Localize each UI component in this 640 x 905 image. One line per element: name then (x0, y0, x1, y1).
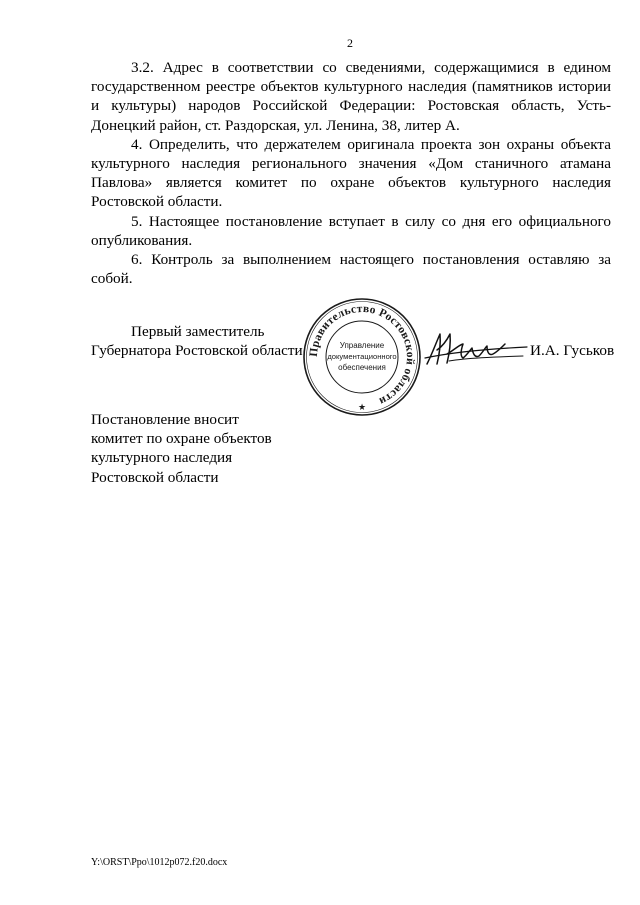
seal-inner-line3: обеспечения (338, 363, 386, 372)
paragraph-4: 4. Определить, что держателем оригинала проекта зон охраны объекта культурного наследия регионального значения «Дом станичного атамана Павлова» является комитет по охране объектов культурного наследия Ростовской области. (91, 135, 611, 211)
introduced-by-block (91, 410, 351, 487)
handwritten-signature (423, 328, 529, 370)
official-seal-stamp (301, 296, 423, 418)
paragraph-5: 5. Настоящее постановление вступает в силу со дня его официального опубликования. (91, 212, 611, 249)
paragraph-3-2: 3.2. Адрес в соответствии со сведениями, содержащимися в едином государственном реестре объектов культурного наследия (памятников истории и культуры) народов Российской Федерации: Ростовская область, Усть-Донецкий район, ст. Раздорская, ул. Ленина, 38, литер А. (91, 59, 611, 134)
introduced-by-line: Постановление вносит (91, 411, 239, 428)
signatory-title-line2: Губернатора Ростовской области (91, 342, 303, 360)
introduced-by-line: Ростовской области (91, 468, 219, 486)
signatory-title (91, 322, 303, 360)
introduced-by-line: культурного наследия (91, 449, 233, 467)
file-path-footer: Y:\ORST\Ppo\1012p072.f20.docx (91, 857, 228, 868)
seal-inner-line2: документационного (327, 352, 397, 361)
seal-star-icon: ★ (357, 402, 367, 412)
introduced-by-line: комитет по охране объектов (91, 430, 272, 448)
signatory-name: И.А. Гуськов (530, 342, 615, 359)
seal-inner-line1: Управление (339, 341, 385, 350)
decree-body (91, 58, 611, 288)
seal-outer-text: Правительство Ростовской области (307, 302, 417, 408)
page-number: 2 (347, 36, 353, 50)
paragraph-6: 6. Контроль за выполнением настоящего постановления оставляю за собой. (91, 251, 611, 288)
signatory-title-line1: Первый заместитель (131, 323, 265, 340)
